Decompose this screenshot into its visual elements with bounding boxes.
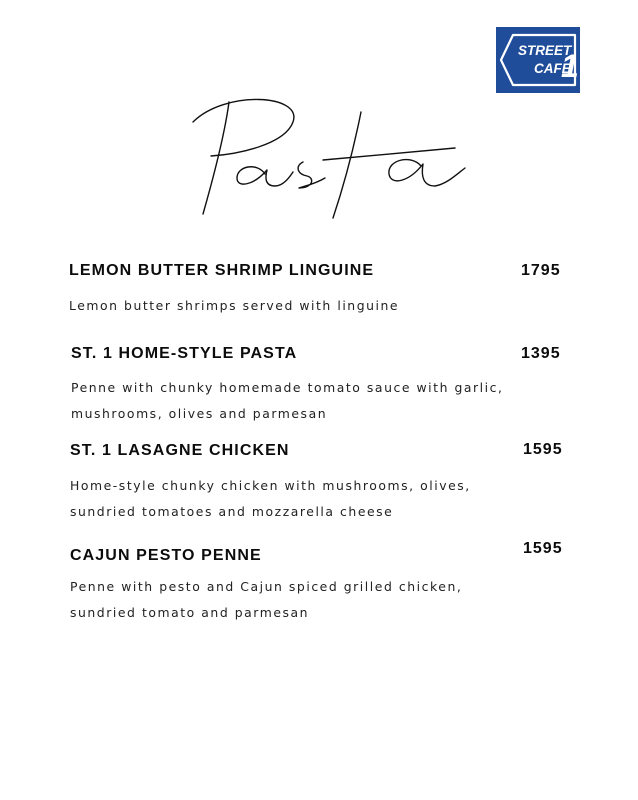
script-stroke-a2 (389, 160, 465, 186)
menu-item-description: Penne with chunky homemade tomato sauce with garlic, mushrooms, olives and parmesan (71, 380, 504, 421)
logo-text-cafe: CAFE (534, 61, 571, 76)
logo-text-street: STREET (518, 43, 572, 58)
script-stroke-s (298, 162, 325, 188)
menu-item-name: LEMON BUTTER SHRIMP LINGUINE (69, 262, 375, 279)
street-cafe-logo (496, 27, 580, 93)
section-heading (185, 82, 475, 222)
menu-item-description: Home-style chunky chicken with mushrooms, olives, sundried tomatoes and mozzarella cheese (70, 478, 471, 519)
logo-number: 1 (561, 48, 579, 84)
menu-item-description: Lemon butter shrimps served with linguine (69, 298, 400, 313)
script-stroke-t-stem (333, 112, 361, 218)
script-stroke-a1 (237, 167, 293, 186)
menu-item-description: Penne with pesto and Cajun spiced grilled chicken, sundried tomato and parmesan (70, 579, 463, 620)
menu-item-name: ST. 1 HOME-STYLE PASTA (71, 345, 298, 362)
script-stroke-p-stem (203, 102, 229, 214)
menu-item-price: 1595 (523, 540, 563, 557)
script-stroke-p-bowl (193, 99, 294, 156)
menu-item-price: 1395 (521, 345, 561, 362)
menu-item-name: CAJUN PESTO PENNE (70, 547, 262, 564)
menu-item-price: 1595 (523, 441, 563, 458)
script-stroke-t-cross (323, 148, 455, 160)
pasta-script-title (185, 82, 475, 222)
menu-item-name: ST. 1 LASAGNE CHICKEN (70, 442, 290, 459)
menu-item-price: 1795 (521, 262, 561, 279)
logo-graphic (496, 27, 580, 93)
